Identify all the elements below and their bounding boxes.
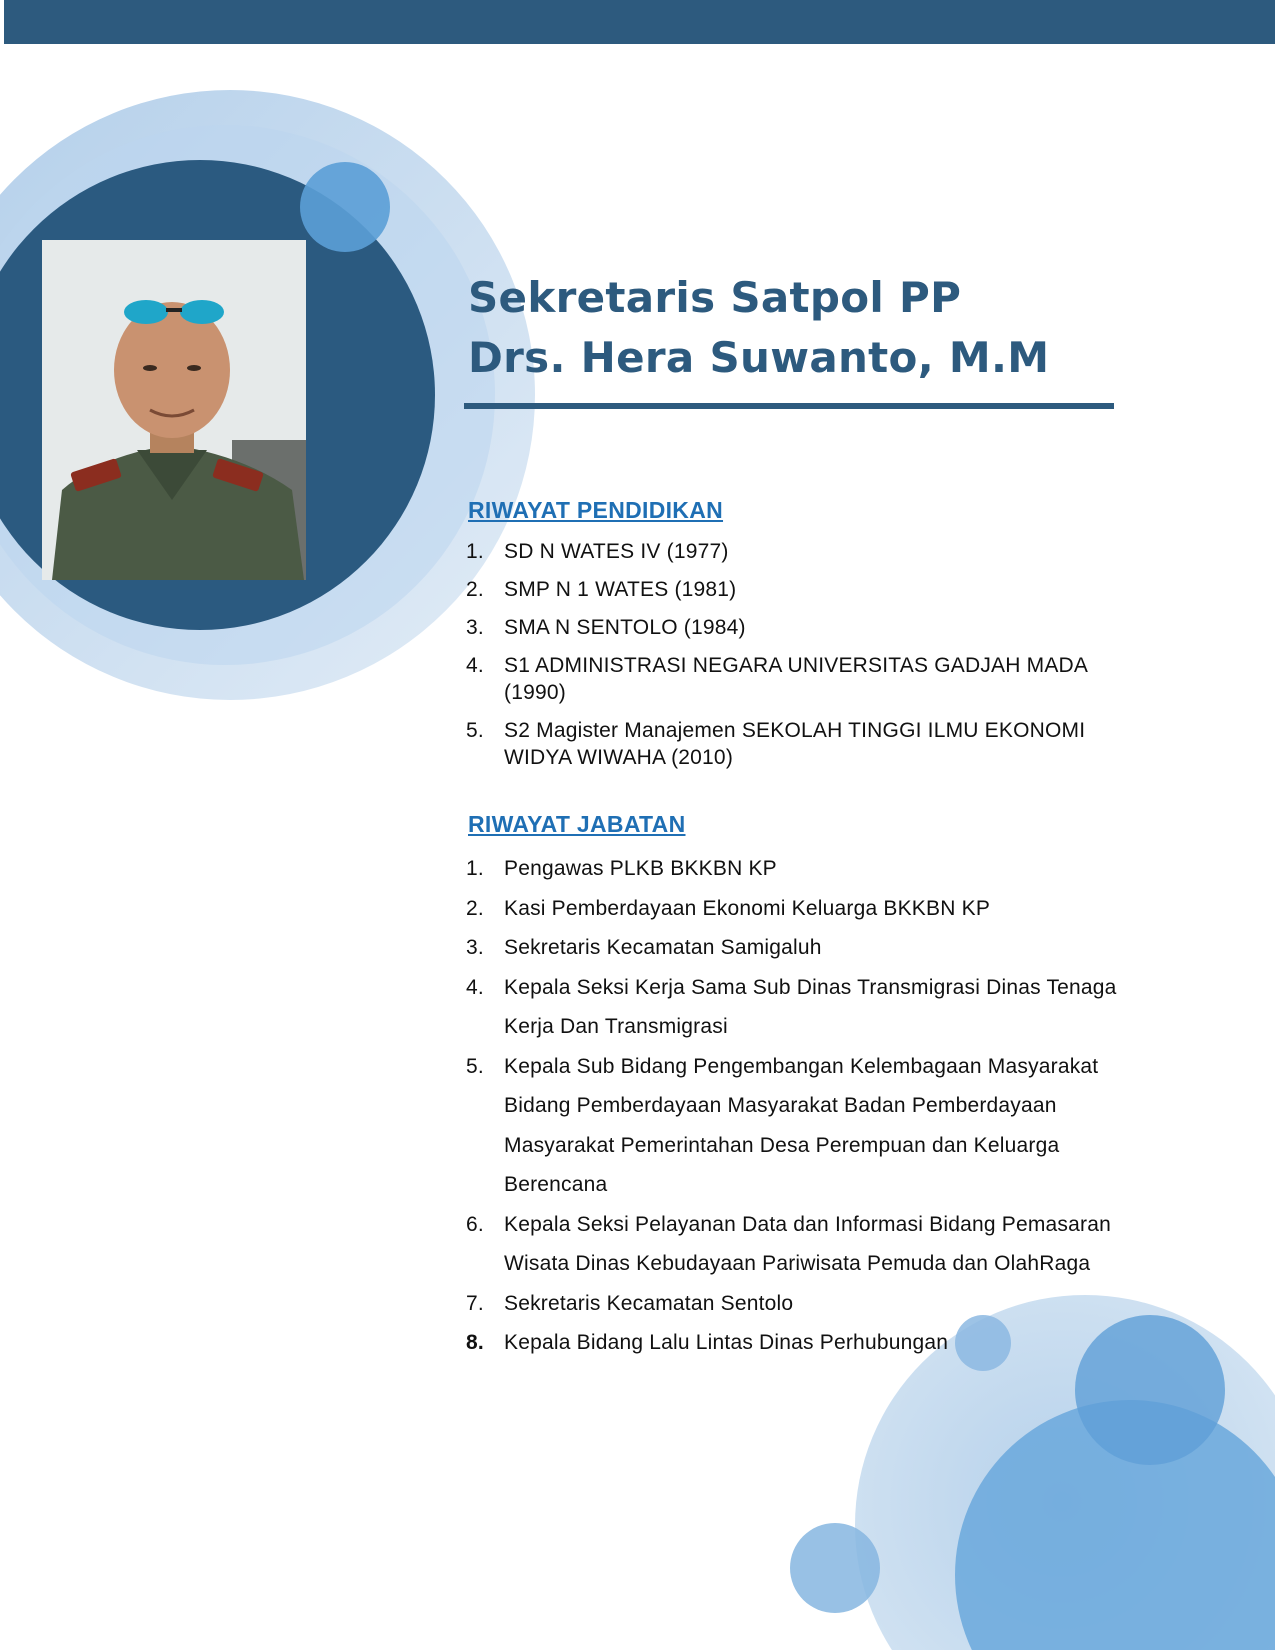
list-item-number: 2. xyxy=(466,896,484,920)
portrait-illustration xyxy=(42,240,306,580)
list-item xyxy=(466,538,1126,565)
list-item-number: 7. xyxy=(466,1291,484,1315)
list-item xyxy=(466,1323,1126,1363)
list-item xyxy=(466,652,1126,706)
list-item-text: Kepala Seksi Pelayanan Data dan Informasi Bidang Pemasaran Wisata Dinas Kebudayaan Pariwisata Pemuda dan OlahRaga xyxy=(504,1212,1111,1275)
list-item xyxy=(466,1047,1126,1205)
profile-photo xyxy=(42,240,306,580)
list-item xyxy=(466,928,1126,968)
list-item-number: 3. xyxy=(466,936,484,959)
list-item-number: 3. xyxy=(466,616,484,639)
list-item-text: Kepala Bidang Lalu Lintas Dinas Perhubungan xyxy=(504,1331,949,1354)
education-list xyxy=(466,538,1126,782)
list-item-number: 4. xyxy=(466,975,484,999)
small-left-bubble xyxy=(790,1523,880,1613)
list-item-number: 5. xyxy=(466,1054,484,1078)
list-item xyxy=(466,1284,1126,1324)
positions-heading: RIWAYAT JABATAN xyxy=(468,811,686,837)
list-item-text: Sekretaris Kecamatan Samigaluh xyxy=(504,936,822,959)
list-item xyxy=(466,968,1126,1047)
list-item-text: SMP N 1 WATES (1981) xyxy=(504,578,737,601)
positions-list xyxy=(466,849,1126,1363)
list-item-number: 1. xyxy=(466,857,484,880)
list-item-text: Sekretaris Kecamatan Sentolo xyxy=(504,1291,794,1315)
list-item-text: Kepala Sub Bidang Pengembangan Kelembagaan Masyarakat Bidang Pemberdayaan Masyarakat Badan Pemberdayaan Masyarakat Pemerintahan Desa Perempuan dan Keluarga Berencana xyxy=(504,1054,1099,1196)
list-item xyxy=(466,849,1126,889)
list-item-text: S1 ADMINISTRASI NEGARA UNIVERSITAS GADJAH MADA (1990) xyxy=(504,654,1087,704)
list-item xyxy=(466,614,1126,641)
list-item-text: SMA N SENTOLO (1984) xyxy=(504,616,746,639)
list-item-number: 2. xyxy=(466,578,484,601)
title-divider xyxy=(464,403,1114,409)
education-heading: RIWAYAT PENDIDIKAN xyxy=(468,497,724,523)
list-item-number: 6. xyxy=(466,1212,484,1236)
list-item-number: 8. xyxy=(466,1331,484,1354)
profile-title xyxy=(468,268,1128,388)
list-item xyxy=(466,1205,1126,1284)
list-item-text: Kasi Pemberdayaan Ekonomi Keluarga BKKBN KP xyxy=(504,896,991,920)
list-item-number: 5. xyxy=(466,719,484,742)
list-item xyxy=(466,717,1126,771)
person-name: Drs. Hera Suwanto, M.M xyxy=(468,333,1050,382)
list-item-number: 1. xyxy=(466,540,484,563)
list-item xyxy=(466,576,1126,603)
list-item xyxy=(466,889,1126,929)
position-title: Sekretaris Satpol PP xyxy=(468,273,962,322)
list-item-text: Kepala Seksi Kerja Sama Sub Dinas Transmigrasi Dinas Tenaga Kerja Dan Transmigrasi xyxy=(504,975,1117,1038)
list-item-text: Pengawas PLKB BKKBN KP xyxy=(504,857,777,880)
small-blue-circle xyxy=(300,162,390,252)
list-item-number: 4. xyxy=(466,654,484,677)
list-item-text: S2 Magister Manajemen SEKOLAH TINGGI ILMU EKONOMI WIDYA WIWAHA (2010) xyxy=(504,719,1086,769)
list-item-text: SD N WATES IV (1977) xyxy=(504,540,729,563)
